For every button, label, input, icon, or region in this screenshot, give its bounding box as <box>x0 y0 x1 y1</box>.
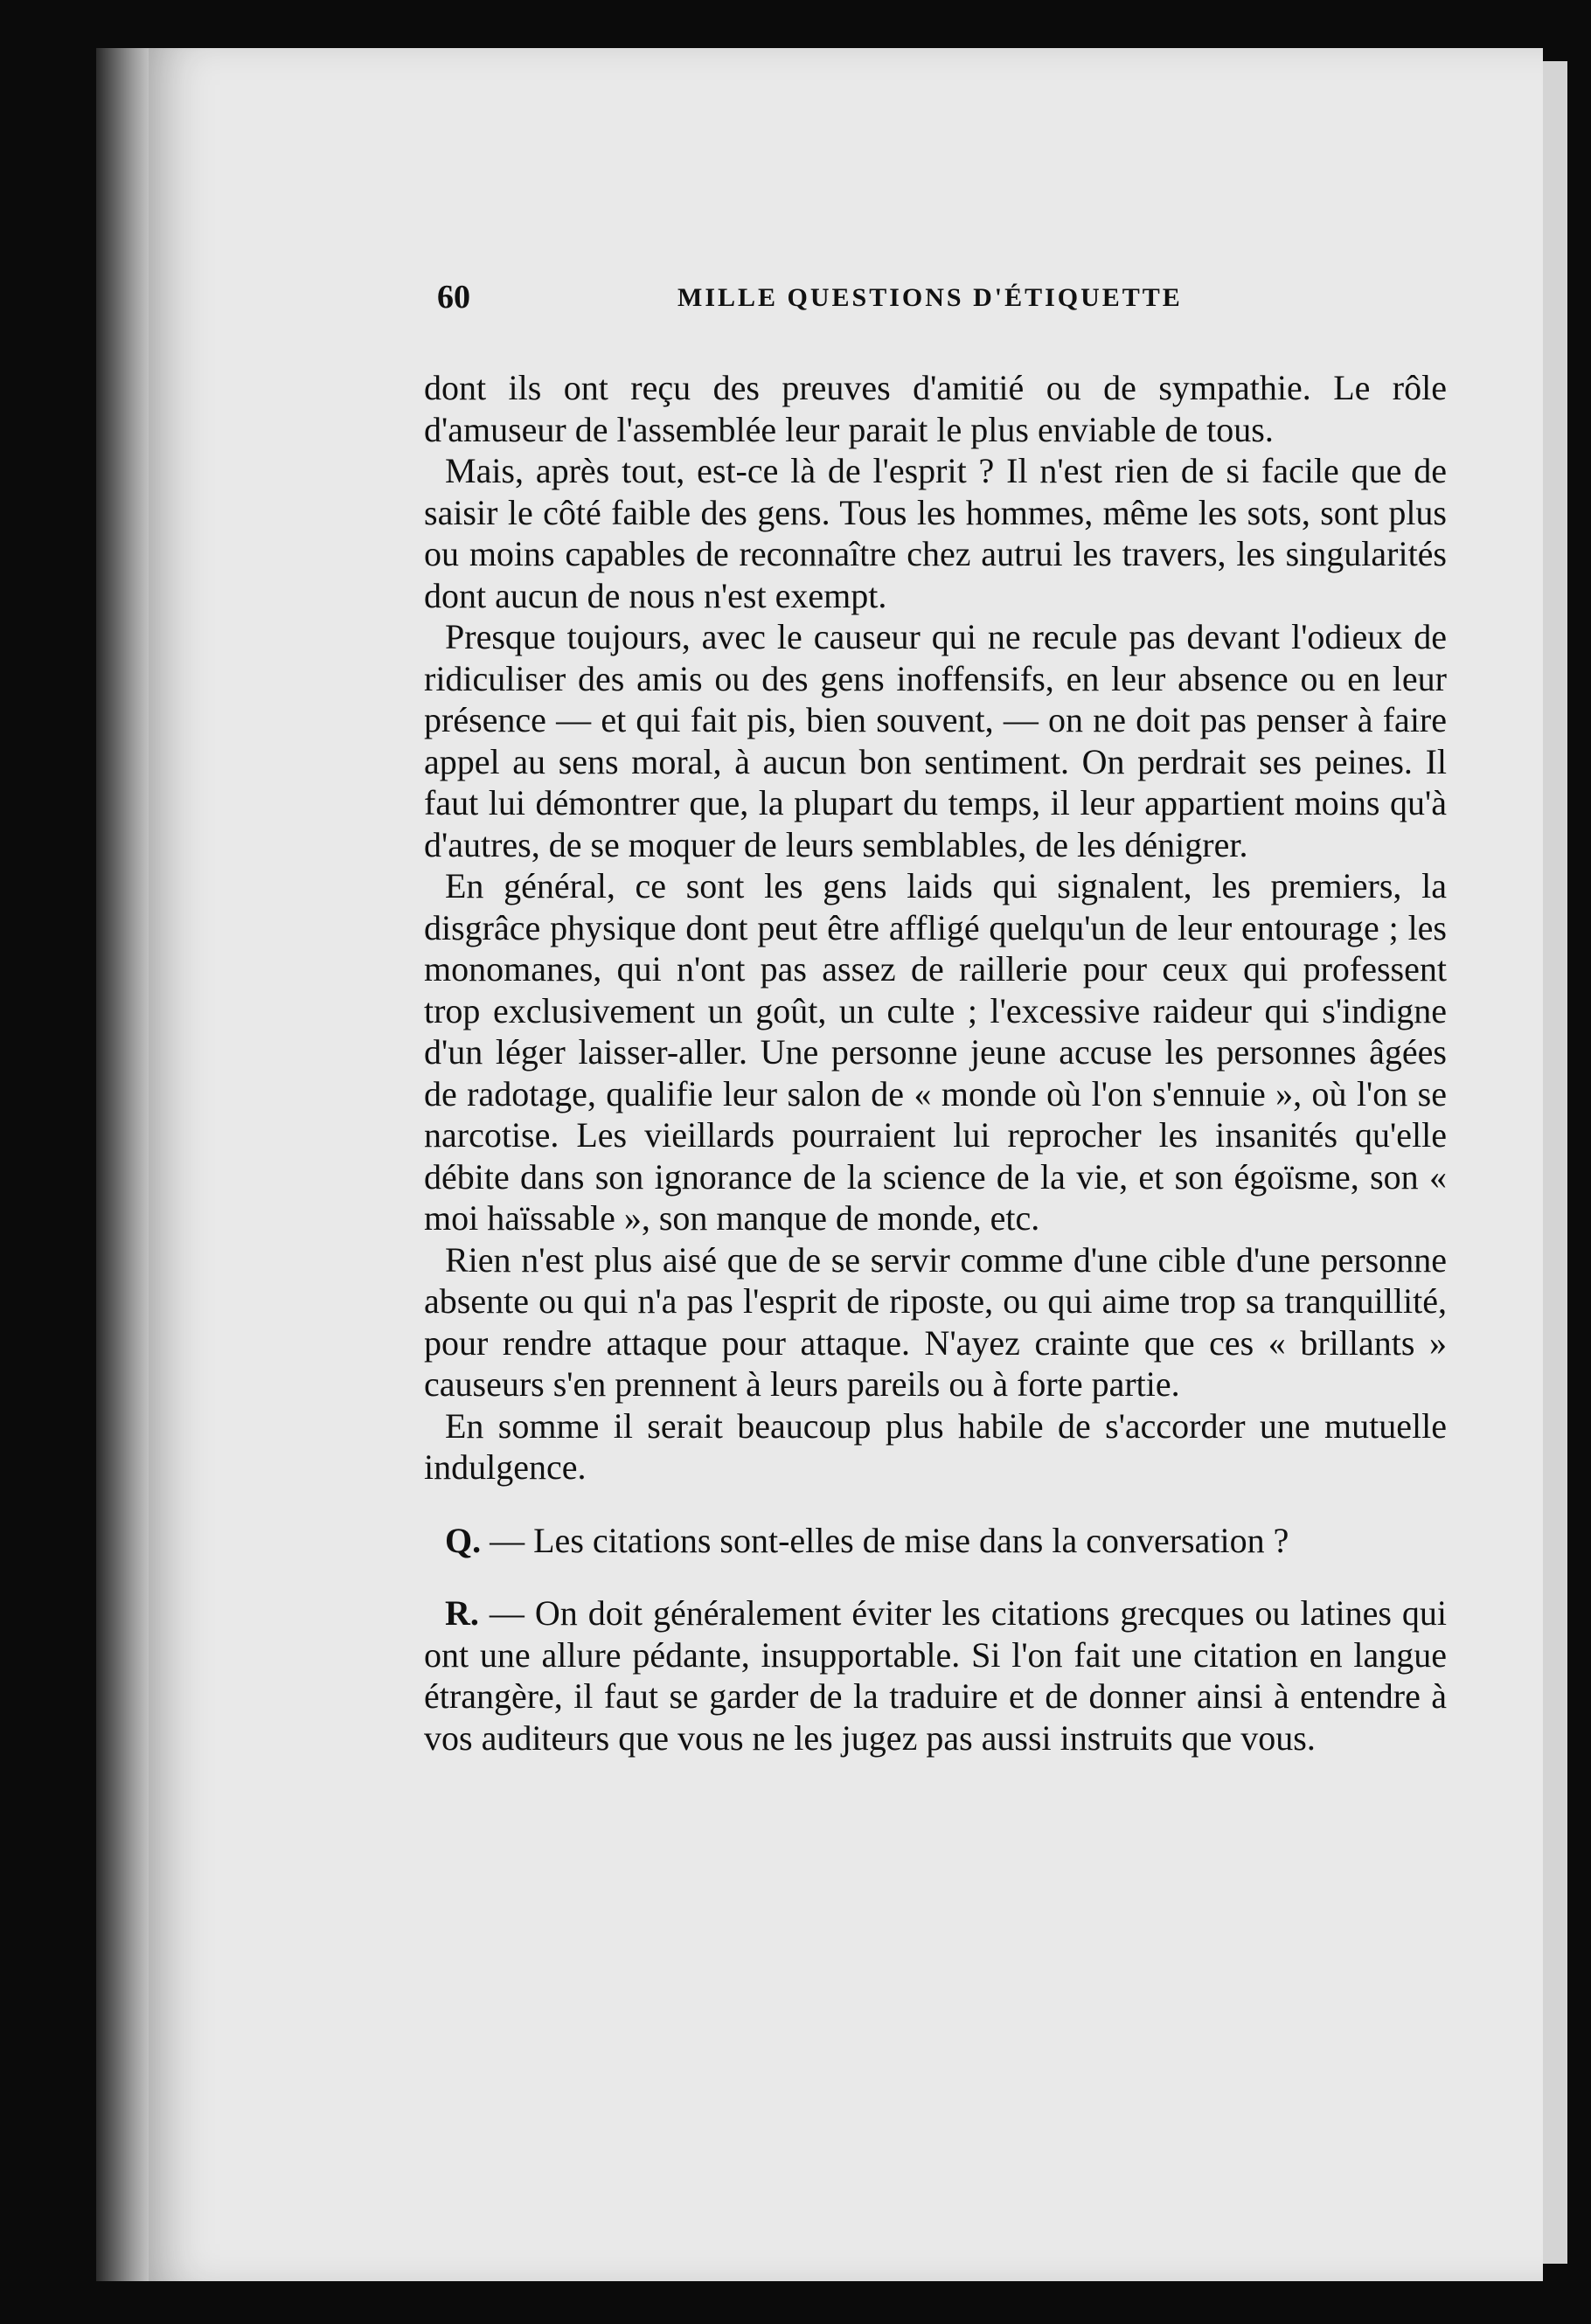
paragraph: dont ils ont reçu des preuves d'amitié ou de sympathie. Le rôle d'amuseur de l'assemblée leur parait le plus enviable de tous. <box>424 368 1447 449</box>
paragraph: Rien n'est plus aisé que de se servir comme d'une cible d'une personne absente ou qui n'a pas l'esprit de riposte, ou qui aime trop sa tranquillité, pour rendre attaque pour attaque. N'ayez crainte que ces « brillants » causeurs s'en prennent à leurs pareils ou à forte partie. <box>424 1239 1447 1404</box>
page-header <box>437 278 1451 330</box>
paragraph: Mais, après tout, est-ce là de l'esprit ? Il n'est rien de si facile que de saisir le côté faible des gens. Tous les hommes, même les sots, sont plus ou moins capables de reconnaître chez autrui les travers, les singularités dont aucun de nous n'est exempt. <box>424 451 1447 615</box>
question-paragraph <box>424 1520 1447 1562</box>
question-label: Q. <box>445 1520 482 1560</box>
body-text <box>424 367 1447 1759</box>
running-title: MILLE QUESTIONS D'ÉTIQUETTE <box>677 283 1183 312</box>
page-number: 60 <box>437 279 470 316</box>
answer-paragraph <box>424 1592 1447 1759</box>
answer-text: — On doit généralement éviter les citations grecques ou latines qui ont une allure pédante, insupportable. Si l'on fait une citation en langue étrangère, il faut se garder de la traduire et de donner ainsi à entendre à vos auditeurs que vous ne les jugez pas aussi instruits que vous. <box>424 1593 1447 1758</box>
facing-page-edge <box>1543 61 1567 2264</box>
question-text: — Les citations sont-elles de mise dans la conversation ? <box>481 1520 1289 1560</box>
paragraph: En général, ce sont les gens laids qui signalent, les premiers, la disgrâce physique dont peut être affligé quelqu'un de leur entourage ; les monomanes, qui n'ont pas assez de raillerie pour ceux qui professent trop exclusivement un goût, un culte ; l'excessive raideur qui s'indigne d'un léger laisser-aller. Une personne jeune accuse les personnes âgées de radotage, qualifie leur salon de « monde où l'on s'ennuie », où l'on se narcotise. Les vieillards pourraient lui reprocher les insanités qu'elle débite dans son ignorance de la science de la vie, et son égoïsme, son « moi haïssable », son manque de monde, etc. <box>424 866 1447 1238</box>
paragraph: Presque toujours, avec le causeur qui ne recule pas devant l'odieux de ridiculiser des amis ou des gens inoffensifs, en leur absence ou en leur présence — et qui fait pis, bien souvent, — on ne doit pas penser à faire appel au sens moral, à aucun bon sentiment. On perdrait ses peines. Il faut lui démontrer que, la plupart du temps, il leur appartient moins qu'à d'autres, de se moquer de leurs semblables, de les dénigrer. <box>424 617 1447 864</box>
paragraph: En somme il serait beaucoup plus habile de s'accorder une mutuelle indulgence. <box>424 1405 1447 1487</box>
answer-label: R. <box>445 1593 479 1633</box>
